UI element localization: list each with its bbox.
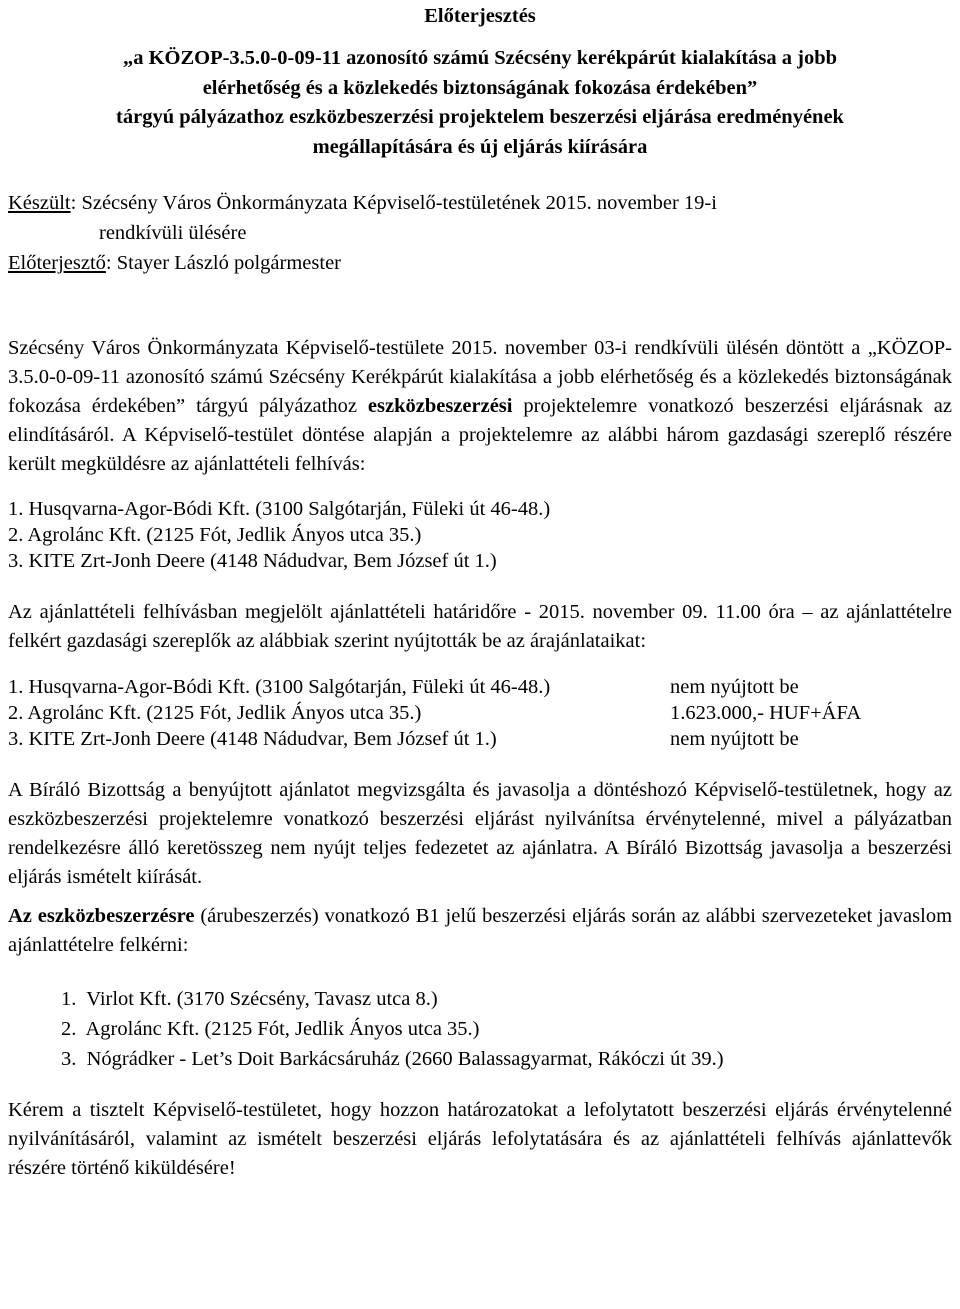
procurement-paragraph: Az eszközbeszerzésre (árubeszerzés) vonatkozó B1 jelű beszerzési eljárás során az alábbi szervezeteket javaslom ajánlattételre felkérni: xyxy=(8,905,953,956)
document-meta xyxy=(8,188,952,278)
procurement-bold: Az eszközbeszerzésre xyxy=(8,905,195,927)
prepared-text: : Szécsény Város Önkormányzata Képviselő-testületének 2015. november 19-i xyxy=(70,192,717,214)
bid-row xyxy=(8,674,952,700)
committee-paragraph: A Bíráló Bizottság a benyújtott ajánlatot megvizsgálta és javasolja a döntéshozó Képviselő-testületnek, hogy az eszközbeszerzési projektelemre vonatkozó beszerzési eljárást nyilvánítsa érvénytelenné, mivel a pályázatban rendelkezésre álló keretösszeg nem nyújt teljes fedezetet az ajánlatra. A Bíráló Bizottság javasolja a beszerzési eljárás ismételt kiírását. xyxy=(8,779,952,888)
bid-company: 2. Agrolánc Kft. (2125 Fót, Jedlik Ányos utca 35.) xyxy=(8,702,422,724)
document-title: Előterjesztés xyxy=(424,5,536,27)
bid-status: 1.623.000,- HUF+ÁFA xyxy=(670,702,862,724)
bid-status: nem nyújtott be xyxy=(670,676,799,698)
list-item: 3. KITE Zrt-Jonh Deere (4148 Nádudvar, Bem József út 1.) xyxy=(8,550,497,572)
list-item: 2. Agrolánc Kft. (2125 Fót, Jedlik Ányos utca 35.) xyxy=(8,524,422,546)
prepared-line xyxy=(8,188,952,218)
closing-paragraph: Kérem a tisztelt Képviselő-testületet, hogy hozzon határozatokat a lefolytatott beszerzési eljárás érvénytelenné nyilvánításáról, valamint az ismételt beszerzési eljárás lefolytatására és az ajánlattételi felhívás ajánlattevők részére történő kiküldésére! xyxy=(8,1099,952,1179)
subject-line: „a KÖZOP-3.5.0-0-09-11 azonosító számú Szécsény kerékpárút kialakítása a jobb xyxy=(122,47,838,69)
bid-company: 3. KITE Zrt-Jonh Deere (4148 Nádudvar, Bem József út 1.) xyxy=(8,728,497,750)
subject-line: tárgyú pályázathoz eszközbeszerzési projektelem beszerzési eljárása eredményének xyxy=(116,106,844,128)
prepared-label: Készült xyxy=(8,192,71,214)
presenter-line xyxy=(8,248,952,278)
bid-company: 1. Husqvarna-Agor-Bódi Kft. (3100 Salgótarján, Füleki út 46-48.) xyxy=(8,676,551,698)
invited-companies-list xyxy=(8,496,952,574)
subject-line: megállapítására és új eljárás kiírására xyxy=(312,135,648,158)
new-invitees-list xyxy=(8,984,952,1074)
bids-list xyxy=(8,674,952,752)
presenter-label: Előterjesztő xyxy=(8,252,106,274)
bid-row xyxy=(8,726,952,752)
document-subject xyxy=(8,44,952,162)
bid-status: nem nyújtott be xyxy=(670,728,799,750)
list-item: 1. Husqvarna-Agor-Bódi Kft. (3100 Salgótarján, Füleki út 46-48.) xyxy=(8,498,551,520)
prepared-line-cont: rendkívüli ülésére xyxy=(99,222,247,244)
bid-row xyxy=(8,700,952,726)
presenter-text: : Stayer László polgármester xyxy=(105,252,342,274)
list-item: 2. Agrolánc Kft. (2125 Fót, Jedlik Ányos utca 35.) xyxy=(61,1018,480,1040)
deadline-paragraph: Az ajánlattételi felhívásban megjelölt ajánlattételi határidőre - 2015. november 09. 11.00 óra – az ajánlattételre felkért gazdasági szereplők az alábbiak szerint nyújtották be az árajánlataikat: xyxy=(8,601,952,652)
list-item: 3. Nógrádker - Let’s Doit Barkácsáruház (2660 Balassagyarmat, Rákóczi út 39.) xyxy=(61,1048,724,1070)
subject-line: elérhetőség és a közlekedés biztonságának fokozása érdekében” xyxy=(202,76,758,99)
intro-bold-term: eszközbeszerzési xyxy=(367,395,513,417)
list-item: 1. Virlot Kft. (3170 Szécsény, Tavasz utca 8.) xyxy=(61,988,438,1010)
intro-paragraph: Szécsény Város Önkormányzata Képviselő-testülete 2015. november 03-i rendkívüli ülésén döntött a „KÖZOP-3.5.0-0-09-11 azonosító számú Szécsény Kerékpárút kialakítása a jobb elérhetőség és a közlekedés biztonságának fokozása érdekében” tárgyú pályázathoz eszközbeszerzési projektelemre vonatkozó beszerzési eljárásnak az elindításáról. A Képviselő-testület döntése alapján a projektelemre az alábbi három gazdasági szereplő részére került megküldésre az ajánlattételi felhívás: xyxy=(8,337,952,475)
